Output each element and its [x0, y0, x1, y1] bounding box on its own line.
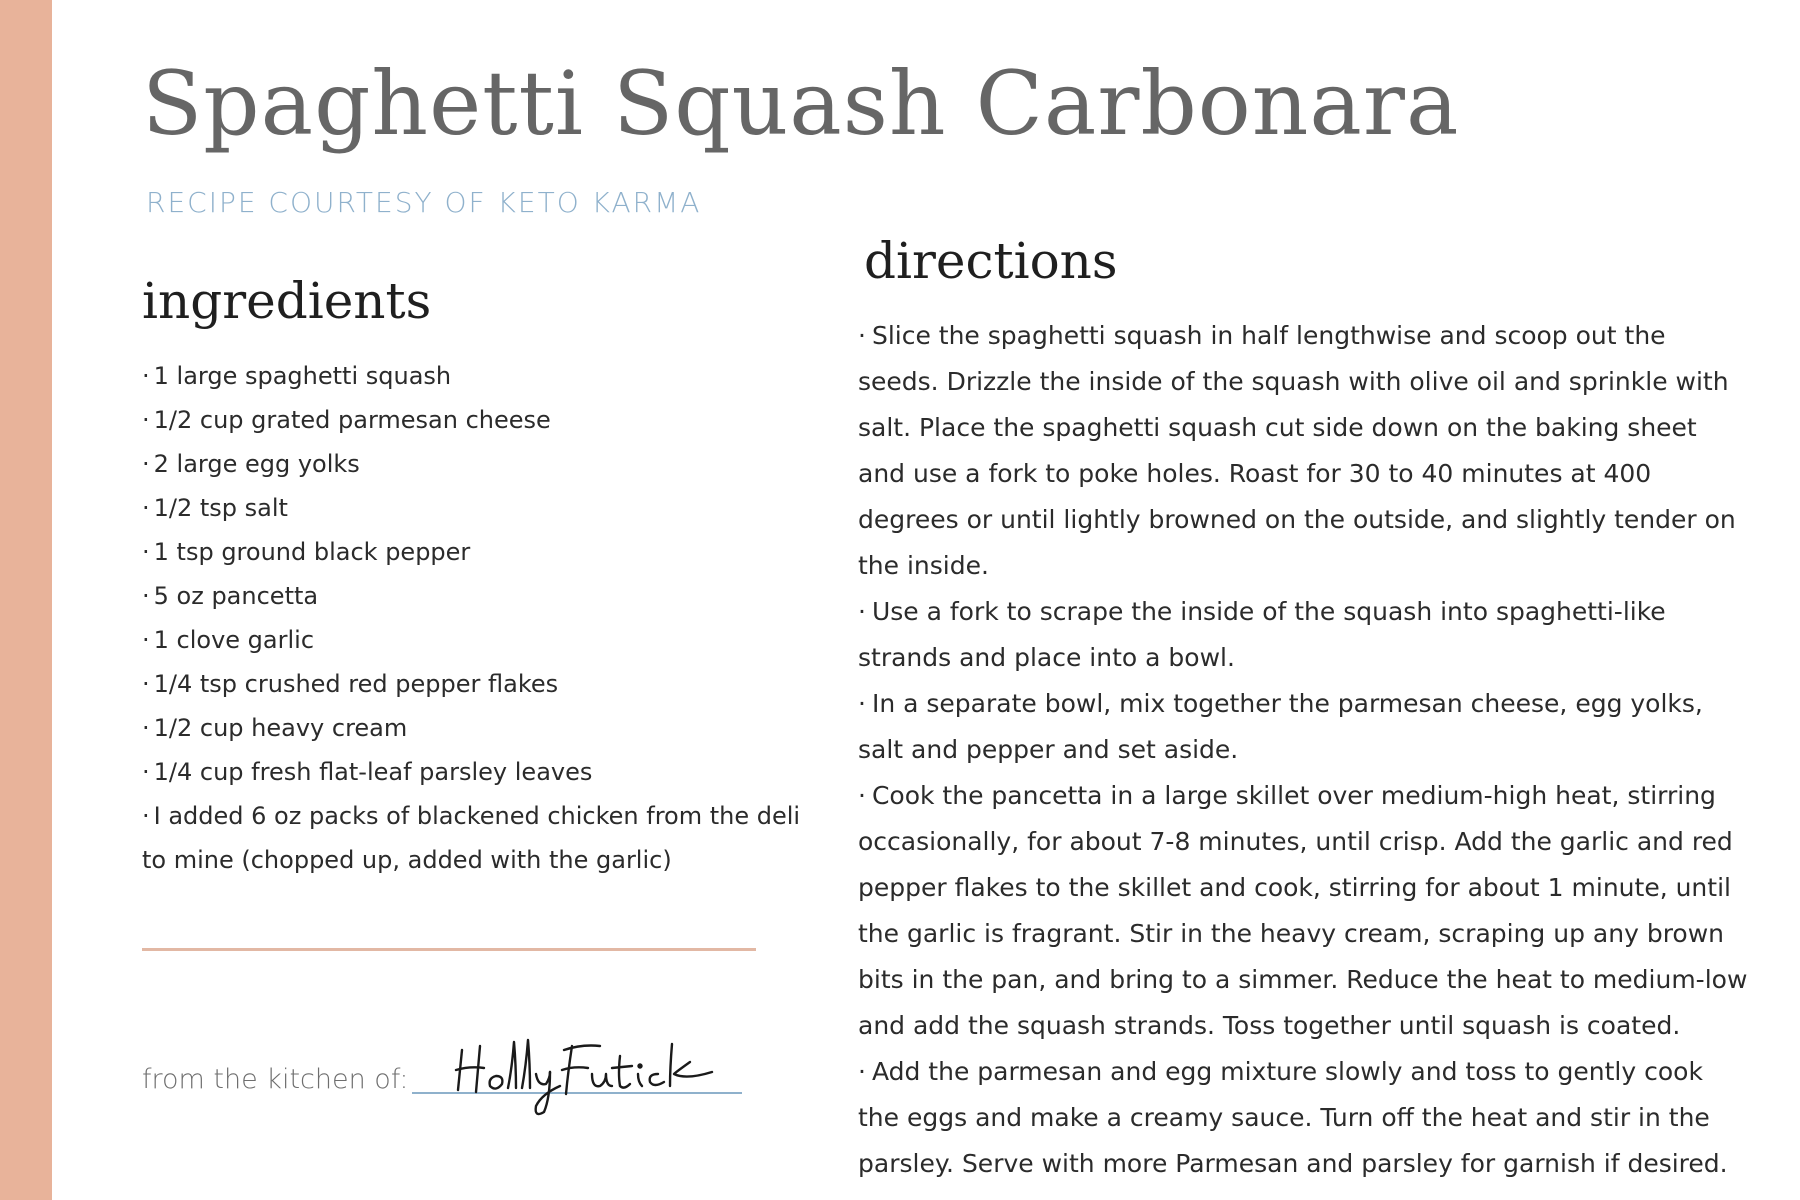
ingredient-item: · I added 6 oz packs of blackened chicken from the deli to mine (chopped up, added with the garlic) [142, 794, 802, 882]
direction-step: · In a separate bowl, mix together the parmesan cheese, egg yolks, salt and pepper and set aside. [858, 681, 1748, 773]
ingredient-item: · 1/2 cup grated parmesan cheese [142, 398, 802, 442]
direction-list [858, 313, 1748, 1187]
direction-step: · Use a fork to scrape the inside of the squash into spaghetti-like strands and place into a bowl. [858, 589, 1748, 681]
direction-step: · Cook the pancetta in a large skillet over medium-high heat, stirring occasionally, for about 7-8 minutes, until crisp. Add the garlic and red pepper flakes to the skillet and cook, stirring for about 1 minute, until the garlic is fragrant. Stir in the heavy cream, scraping up any brown bits in the pan, and bring to a simmer. Reduce the heat to medium-low and add the squash strands. Toss together until squash is coated. [858, 773, 1748, 1049]
recipe-title: Spaghetti Squash Carbonara [142, 52, 1460, 155]
ingredient-item: · 5 oz pancetta [142, 574, 802, 618]
ingredient-list [142, 354, 802, 882]
ingredient-item: · 1/2 cup heavy cream [142, 706, 802, 750]
ingredient-item: · 2 large egg yolks [142, 442, 802, 486]
handwritten-signature [450, 1028, 720, 1118]
recipe-courtesy: RECIPE COURTESY OF KETO KARMA [146, 186, 702, 219]
kitchen-label: from the kitchen of: [142, 1064, 409, 1095]
side-accent-stripe [0, 0, 52, 1200]
directions-heading: directions [864, 232, 1118, 290]
section-divider [142, 948, 756, 951]
ingredients-heading: ingredients [142, 272, 432, 330]
direction-step: · Add the parmesan and egg mixture slowly and toss to gently cook the eggs and make a creamy sauce. Turn off the heat and stir in the parsley. Serve with more Parmesan and parsley for garnish if desired. [858, 1049, 1748, 1187]
direction-step: · Slice the spaghetti squash in half lengthwise and scoop out the seeds. Drizzle the inside of the squash with olive oil and sprinkle with salt. Place the spaghetti squash cut side down on the baking sheet and use a fork to poke holes. Roast for 30 to 40 minutes at 400 degrees or until lightly browned on the outside, and slightly tender on the inside. [858, 313, 1748, 589]
ingredient-item: · 1 clove garlic [142, 618, 802, 662]
ingredient-item: · 1/2 tsp salt [142, 486, 802, 530]
ingredient-item: · 1 large spaghetti squash [142, 354, 802, 398]
ingredient-item: · 1 tsp ground black pepper [142, 530, 802, 574]
ingredient-item: · 1/4 cup fresh flat-leaf parsley leaves [142, 750, 802, 794]
ingredient-item: · 1/4 tsp crushed red pepper flakes [142, 662, 802, 706]
